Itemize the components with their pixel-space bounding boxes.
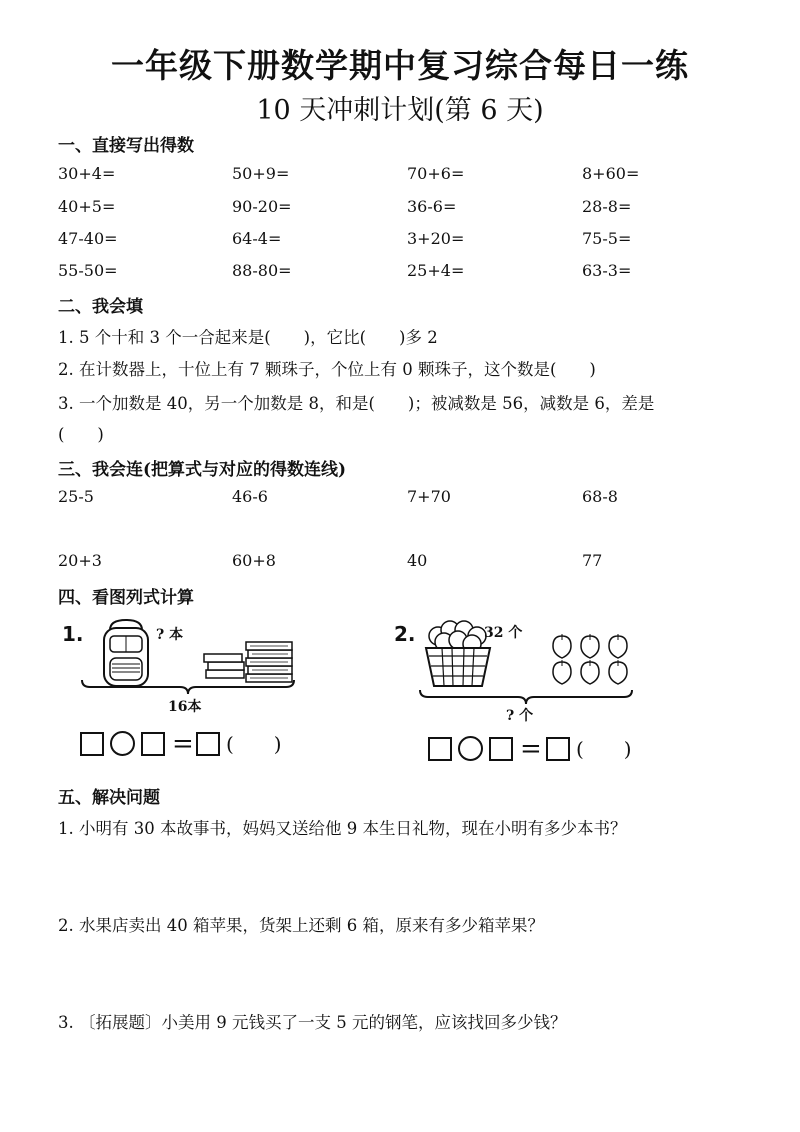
calc-item: 40+5= bbox=[58, 197, 116, 216]
match-item: 46-6 bbox=[232, 487, 268, 506]
equals-sign: = bbox=[520, 734, 542, 764]
section-1-heading: 一、直接写出得数 bbox=[58, 136, 194, 156]
problem-2-number: 2. bbox=[394, 622, 416, 646]
calc-item: 8+60= bbox=[582, 164, 640, 183]
section-2-heading: 二、我会填 bbox=[58, 297, 143, 317]
calc-item: 30+4= bbox=[58, 164, 116, 183]
unknown-books-label: ? 本 bbox=[156, 627, 184, 643]
equals-sign: = bbox=[172, 729, 194, 759]
answer-box[interactable] bbox=[489, 737, 513, 761]
calc-item: 36-6= bbox=[407, 197, 457, 216]
section-3-heading: 三、我会连(把算式与对应的得数连线) bbox=[58, 460, 347, 480]
unit-parentheses[interactable]: ( ) bbox=[226, 732, 282, 756]
page-title: 一年级下册数学期中复习综合每日一练 bbox=[111, 46, 689, 85]
section-4-heading: 四、看图列式计算 bbox=[58, 588, 194, 608]
calc-item: 3+20= bbox=[407, 229, 465, 248]
fill-question-2: 2. 在计数器上，十位上有 7 颗珠子，个位上有 0 颗珠子，这个数是( ) bbox=[58, 360, 596, 379]
match-item: 40 bbox=[407, 551, 428, 570]
answer-box[interactable] bbox=[428, 737, 452, 761]
problem-1-number: 1. bbox=[62, 622, 84, 646]
calc-item: 90-20= bbox=[232, 197, 292, 216]
match-item: 60+8 bbox=[232, 551, 276, 570]
fill-question-3-continued: ( ) bbox=[58, 425, 104, 444]
match-item: 68-8 bbox=[582, 487, 618, 506]
calc-item: 70+6= bbox=[407, 164, 465, 183]
answer-box[interactable] bbox=[80, 732, 104, 756]
total-brace bbox=[80, 678, 296, 696]
word-problem-3: 3. 〔拓展题〕小美用 9 元钱买了一支 5 元的钢笔，应该找回多少钱？ bbox=[58, 1013, 567, 1032]
match-item: 77 bbox=[582, 551, 603, 570]
calc-item: 50+9= bbox=[232, 164, 290, 183]
calc-item: 28-8= bbox=[582, 197, 632, 216]
answer-box[interactable] bbox=[546, 737, 570, 761]
calc-item: 63-3= bbox=[582, 261, 632, 280]
fill-question-3: 3. 一个加数是 40，另一个加数是 8，和是( )；被减数是 56，减数是 6，差是 bbox=[58, 394, 655, 413]
calc-item: 75-5= bbox=[582, 229, 632, 248]
section-5-heading: 五、解决问题 bbox=[58, 788, 160, 808]
fill-question-1: 1. 5 个十和 3 个一合起来是( )，它比( )多 2 bbox=[58, 328, 438, 347]
calc-item: 64-4= bbox=[232, 229, 282, 248]
calc-item: 88-80= bbox=[232, 261, 292, 280]
total-books-label: 16本 bbox=[168, 699, 202, 715]
basket-count-label: 32 个 bbox=[484, 625, 523, 641]
strawberry-icon bbox=[550, 632, 632, 688]
match-item: 25-5 bbox=[58, 487, 94, 506]
answer-box[interactable] bbox=[196, 732, 220, 756]
unit-parentheses[interactable]: ( ) bbox=[576, 737, 632, 761]
calc-item: 25+4= bbox=[407, 261, 465, 280]
calc-item: 47-40= bbox=[58, 229, 118, 248]
calc-item: 55-50= bbox=[58, 261, 118, 280]
page-subtitle: 10 天冲刺计划(第 6 天) bbox=[256, 95, 544, 126]
operator-circle[interactable] bbox=[458, 736, 483, 761]
word-problem-1: 1. 小明有 30 本故事书，妈妈又送给他 9 本生日礼物，现在小明有多少本书？ bbox=[58, 819, 627, 838]
match-item: 20+3 bbox=[58, 551, 102, 570]
operator-circle[interactable] bbox=[110, 731, 135, 756]
total-brace bbox=[418, 688, 634, 706]
answer-box[interactable] bbox=[141, 732, 165, 756]
unknown-total-label: ? 个 bbox=[506, 708, 534, 724]
match-item: 7+70 bbox=[407, 487, 451, 506]
word-problem-2: 2. 水果店卖出 40 箱苹果，货架上还剩 6 箱，原来有多少箱苹果？ bbox=[58, 916, 544, 935]
